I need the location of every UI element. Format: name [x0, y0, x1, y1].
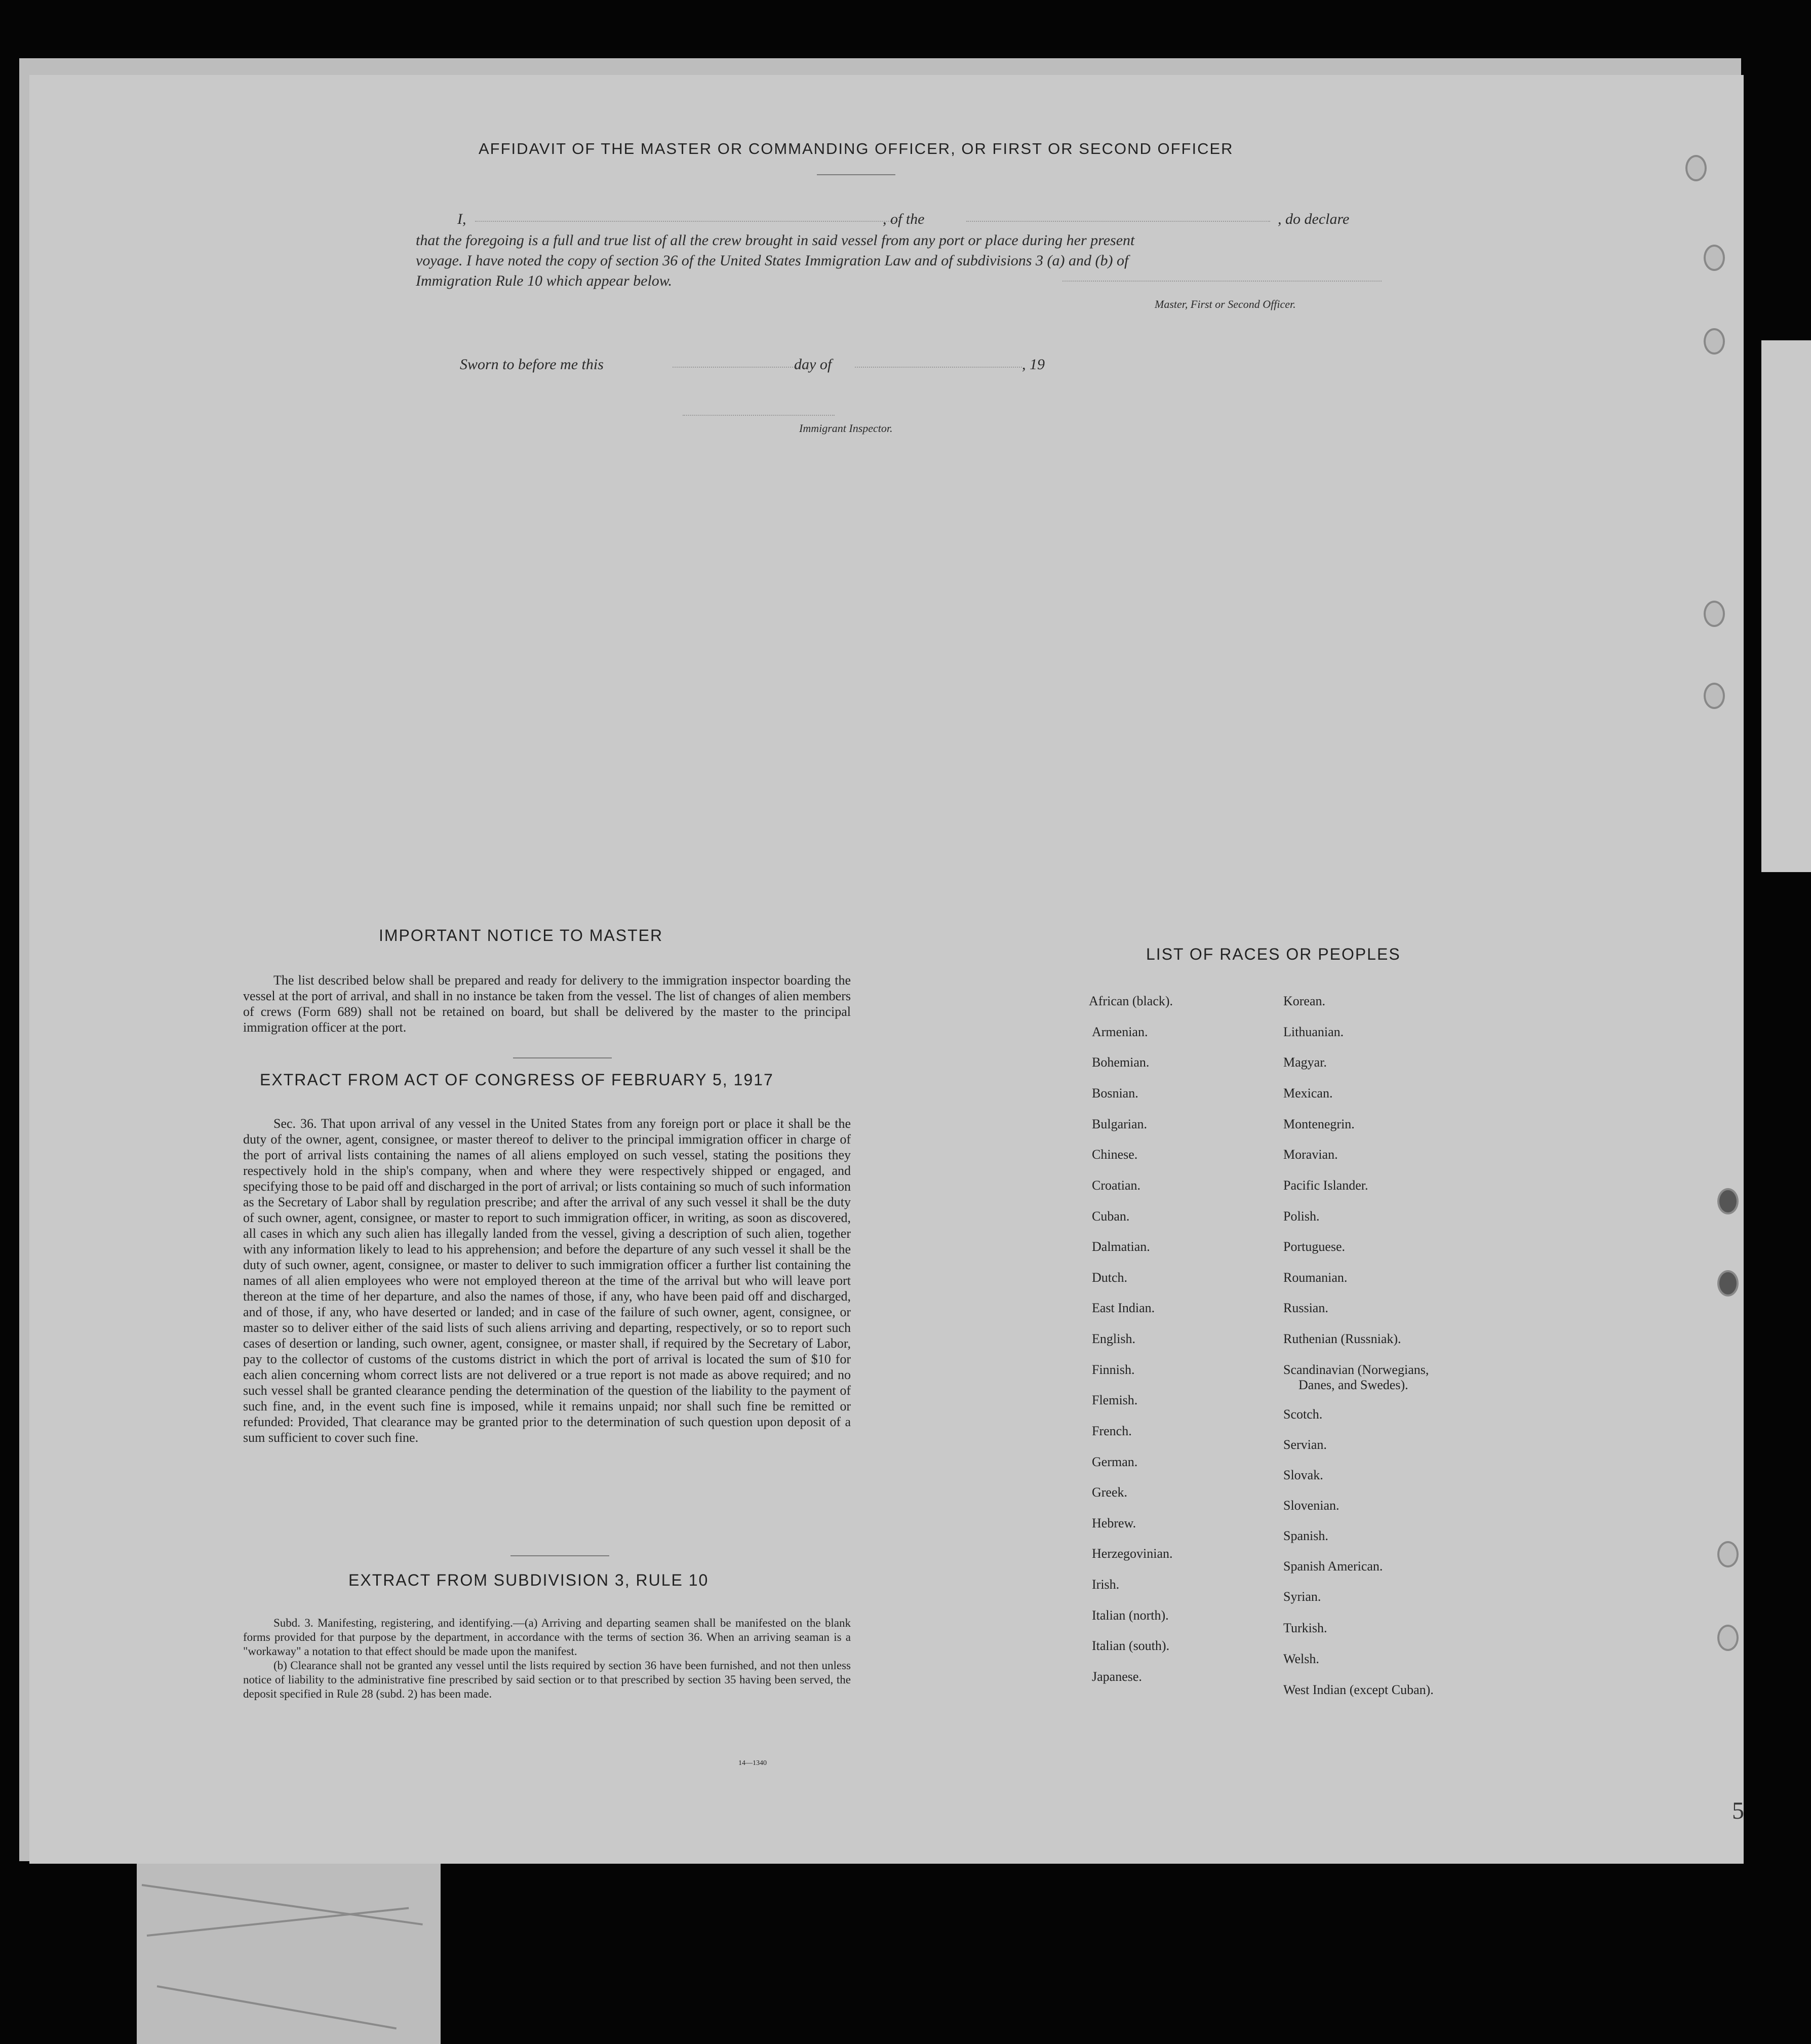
punch-hole [1717, 1270, 1739, 1296]
affidavit-line1-start: I, [457, 211, 466, 227]
race-item: Korean. [1283, 994, 1326, 1008]
punch-hole [1685, 155, 1707, 181]
race-item: East Indian. [1092, 1301, 1155, 1315]
rule-para-b: (b) Clearance shall not be granted any vessel until the lists required by section 36 have been furnished, and not then unless notice of liability to the administrative fine prescribed by said section or to that prescribed by section 35 having been served, the deposit specified in Rule 28 (subd. 2) has been made. [243, 1659, 851, 1700]
race-item: Scotch. [1283, 1407, 1323, 1422]
back-sheet [1761, 340, 1811, 872]
race-item: Danes, and Swedes). [1298, 1378, 1408, 1392]
race-item: Turkish. [1283, 1621, 1327, 1635]
race-item: Finnish. [1092, 1362, 1135, 1377]
affidavit-line1-of: , of the [883, 211, 925, 227]
affidavit-line2: that the foregoing is a full and true list of all the crew brought in said vessel from any port or place during her present [416, 232, 1135, 249]
punch-hole [1704, 683, 1725, 709]
cloth-fold [157, 1985, 397, 2029]
inspector-label: Immigrant Inspector. [799, 422, 893, 435]
race-item: Montenegrin. [1283, 1117, 1355, 1131]
margin-mark: 5 [1732, 1797, 1744, 1824]
punch-hole [1704, 601, 1725, 627]
punch-hole [1704, 245, 1725, 271]
sworn-year: , 19 [1022, 356, 1045, 373]
notice-rule [513, 1057, 612, 1058]
signature-label: Master, First or Second Officer. [1155, 298, 1296, 310]
race-item: Bohemian. [1092, 1055, 1150, 1070]
month-blank[interactable] [855, 359, 1022, 368]
race-item: Dalmatian. [1092, 1239, 1150, 1254]
race-item: Chinese. [1092, 1147, 1138, 1162]
cloth-fold [142, 1884, 423, 1925]
race-item: Italian (south). [1092, 1638, 1170, 1653]
punch-hole [1704, 328, 1725, 355]
extract-rule-title: EXTRACT FROM SUBDIVISION 3, RULE 10 [348, 1571, 709, 1589]
race-item: Greek. [1092, 1485, 1128, 1500]
affidavit-line1-end: , do declare [1278, 211, 1350, 227]
race-item: Roumanian. [1283, 1270, 1348, 1285]
race-item: Magyar. [1283, 1055, 1327, 1070]
race-item: Servian. [1283, 1437, 1327, 1452]
form-number: 14—1340 [738, 1759, 767, 1767]
race-item: Mexican. [1283, 1086, 1333, 1100]
race-item: English. [1092, 1331, 1135, 1346]
name-blank[interactable] [475, 213, 900, 222]
form-page [29, 75, 1744, 1864]
race-item: Flemish. [1092, 1393, 1138, 1407]
race-item: Cuban. [1092, 1209, 1130, 1224]
race-item: German. [1092, 1455, 1138, 1469]
notice-title: IMPORTANT NOTICE TO MASTER [379, 926, 663, 945]
race-item: Portuguese. [1283, 1239, 1346, 1254]
race-item: Slovenian. [1283, 1498, 1340, 1513]
rule-para-a: Subd. 3. Manifesting, registering, and identifying.—(a) Arriving and departing seamen shall be manifested on the blank forms provided for that purpose by the department, in accordance with the terms of section 36. When an arriving seaman is a "workaway" a notation to that effect should be made upon the manifest. [243, 1617, 851, 1658]
race-item: Dutch. [1092, 1270, 1128, 1285]
race-item: Ruthenian (Russniak). [1283, 1331, 1401, 1346]
notice-paragraph: The list described below shall be prepared and ready for delivery to the immigration inspector boarding the vessel at the port of arrival, and shall in no instance be taken from the vessel. The list of changes of alien members of crews (Form 689) shall not be retained on board, but shall be delivered by the master to the principal immigration officer at the port. [243, 973, 851, 1035]
inspector-blank[interactable] [683, 407, 835, 416]
race-item: Irish. [1092, 1577, 1120, 1592]
race-item: Polish. [1283, 1209, 1320, 1224]
affidavit-line4: Immigration Rule 10 which appear below. [416, 272, 673, 289]
punch-hole [1717, 1188, 1739, 1214]
extract-rule-text [243, 1616, 851, 1701]
extract-act-text [243, 1116, 851, 1445]
extract-act-rule [510, 1555, 609, 1556]
race-item: Italian (north). [1092, 1608, 1169, 1623]
race-item: Moravian. [1283, 1147, 1338, 1162]
punch-hole [1717, 1625, 1739, 1651]
sworn-day: day of [794, 356, 832, 373]
extract-act-title: EXTRACT FROM ACT OF CONGRESS OF FEBRUARY 5, 1917 [260, 1071, 774, 1089]
race-item: Bosnian. [1092, 1086, 1138, 1100]
race-item: Syrian. [1283, 1589, 1321, 1604]
signature-blank[interactable] [1062, 272, 1382, 282]
race-item: African (black). [1089, 994, 1173, 1008]
race-item: Spanish American. [1283, 1559, 1383, 1574]
title-rule [817, 174, 895, 175]
race-item: French. [1092, 1424, 1132, 1438]
affidavit-line3: voyage. I have noted the copy of section 36 of the United States Immigration Law and of subdivisions 3 (a) and (b) of [416, 252, 1129, 269]
extract-act-paragraph: Sec. 36. That upon arrival of any vessel in the United States from any foreign port or place it shall be the duty of the owner, agent, consignee, or master thereof to deliver to the principal immigration officer in charge of the port of arrival lists containing the names of all aliens employed on such vessel, stating the positions they respectively hold in the ship's company, when and where they were respectively shipped or engaged, and specifying those to be paid off and discharged in the port of arrival; or lists containing so much of such information as the Secretary of Labor shall by regulation prescribe; and after the arrival of any such vessel it shall be the duty of such owner, agent, consignee, or master to report to such immigration officer, in writing, as soon as discovered, all cases in which any such alien has illegally landed from the vessel, giving a description of such alien, together with any information likely to lead to his apprehension; and before the departure of any such vessel it shall be the duty of such owner, agent, consignee, or master to deliver to such immigration officer a further list containing the names of all alien employees who were not employed thereon at the time of the arrival but who will leave port thereon at the time of her departure, and also the names of those, if any, who have been paid off and discharged, and of those, if any, who have deserted or landed; and in case of the failure of such owner, agent, consignee, or master so to deliver either of the said lists of such aliens arriving and departing, respectively, or so to report such cases of desertion or landing, such owner, agent, consignee, or master shall, if required by the Secretary of Labor, pay to the collector of customs of the customs district in which the port of arrival is located the sum of $10 for each alien concerning whom correct lists are not delivered or a true report is not made as above required; and no such vessel shall be granted clearance pending the determination of the question of the liability to the payment of such fine, and, in the event such fine is imposed, while it remains unpaid; nor shall such fine be remitted or refunded: Provided, That clearance may be granted prior to the determination of such question upon deposit of a sum sufficient to cover such fine. [243, 1116, 851, 1445]
race-item: Lithuanian. [1283, 1025, 1344, 1039]
sworn-start: Sworn to before me this [460, 356, 604, 373]
race-item: West Indian (except Cuban). [1283, 1682, 1434, 1697]
race-item: Slovak. [1283, 1468, 1323, 1482]
cloth-fold [147, 1907, 409, 1937]
race-item: Armenian. [1092, 1025, 1148, 1039]
race-item: Scandinavian (Norwegians, [1283, 1362, 1429, 1377]
notice-text [243, 972, 851, 1035]
race-item: Herzegovinian. [1092, 1546, 1173, 1561]
race-item: Russian. [1283, 1301, 1328, 1315]
cloth-remnant [137, 1864, 441, 2044]
race-item: Spanish. [1283, 1528, 1328, 1543]
races-title: LIST OF RACES OR PEOPLES [1146, 945, 1401, 963]
race-item: Croatian. [1092, 1178, 1141, 1193]
punch-hole [1717, 1541, 1739, 1567]
race-item: Bulgarian. [1092, 1117, 1148, 1131]
race-item: Welsh. [1283, 1652, 1319, 1666]
race-item: Japanese. [1092, 1669, 1142, 1684]
vessel-blank[interactable] [966, 213, 1270, 222]
race-item: Hebrew. [1092, 1516, 1136, 1530]
affidavit-title: AFFIDAVIT OF THE MASTER OR COMMANDING OFFICER, OR FIRST OR SECOND OFFICER [479, 140, 1234, 158]
race-item: Pacific Islander. [1283, 1178, 1368, 1193]
day-blank[interactable] [673, 359, 809, 368]
